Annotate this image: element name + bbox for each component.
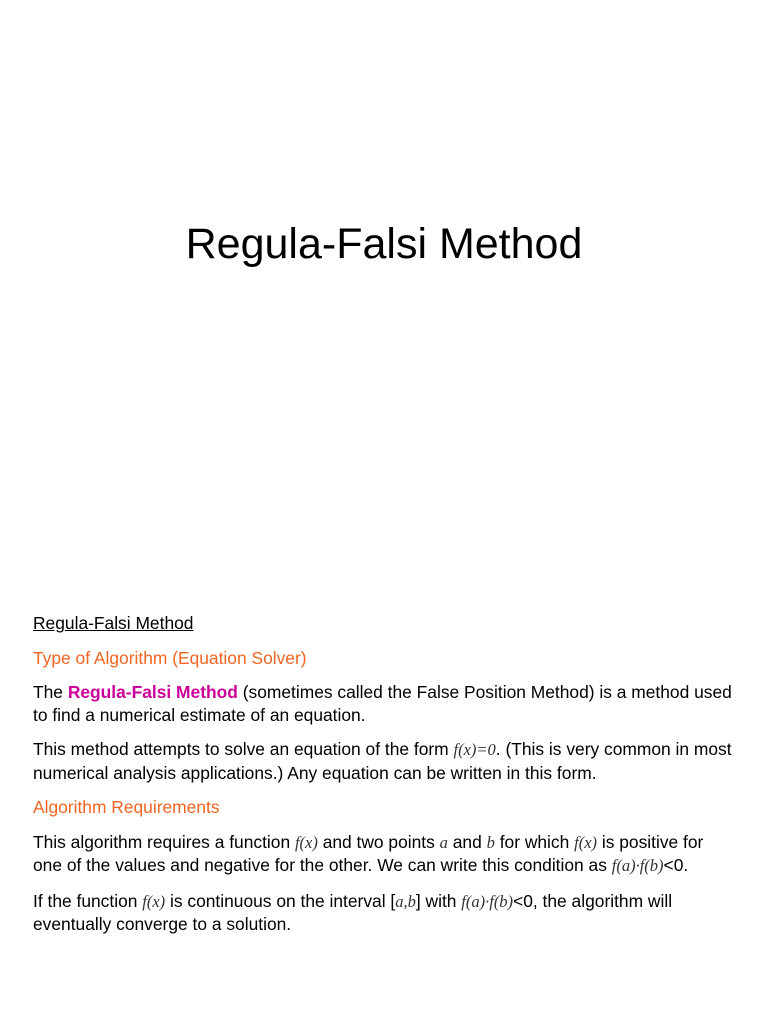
method-name-highlight: Regula-Falsi Method [67, 682, 238, 702]
req-text-3: and [447, 831, 487, 852]
req-math-b: b [486, 832, 495, 852]
req-text-2: and two points [317, 831, 440, 852]
req-text-6: <0. [663, 855, 689, 875]
conv-math-interval: a,b [395, 891, 416, 911]
algorithm-type-heading: Type of Algorithm (Equation Solver) [33, 647, 307, 668]
req-math-a: a [439, 832, 448, 852]
req-math-fx: f(x) [294, 832, 318, 852]
conv-text-3: ] with [415, 890, 462, 911]
requirements-heading: Algorithm Requirements [33, 797, 220, 817]
conv-math-condition: f(a)·f(b) [461, 891, 514, 911]
intro-prefix: The [33, 682, 68, 702]
req-text-1: This algorithm requires a function [33, 831, 295, 852]
req-text-5: is positive for one of the values and negative for the other. We can write this condition as [33, 831, 704, 875]
req-text-4: for which [494, 831, 575, 852]
conv-text-4: <0, the algorithm will eventually converge to a solution. [33, 890, 673, 934]
section-heading-text: Regula-Falsi Method [33, 613, 194, 633]
page-title: Regula-Falsi Method [185, 220, 583, 268]
intro-paragraph [33, 681, 733, 726]
convergence-paragraph [33, 890, 733, 936]
conv-text-2: is continuous on the interval [ [165, 890, 396, 911]
conv-math-fx: f(x) [142, 891, 166, 911]
req-math-condition: f(a)·f(b) [611, 856, 664, 875]
form-prefix: This method attempts to solve an equation of the form [33, 739, 454, 759]
section-heading [33, 612, 733, 635]
form-suffix: . (This is very common in most numerical analysis applications.) Any equation can be written in this form. [33, 739, 732, 783]
requirements-paragraph [33, 831, 733, 878]
form-equation: f(x)=0 [453, 740, 496, 759]
document-body [33, 612, 733, 948]
intro-suffix: (sometimes called the False Position Method) is a method used to find a numerical estimate of an equation. [33, 682, 732, 725]
conv-text-1: If the function [33, 890, 143, 911]
form-paragraph [33, 738, 733, 784]
req-math-fx-2: f(x) [574, 832, 598, 852]
